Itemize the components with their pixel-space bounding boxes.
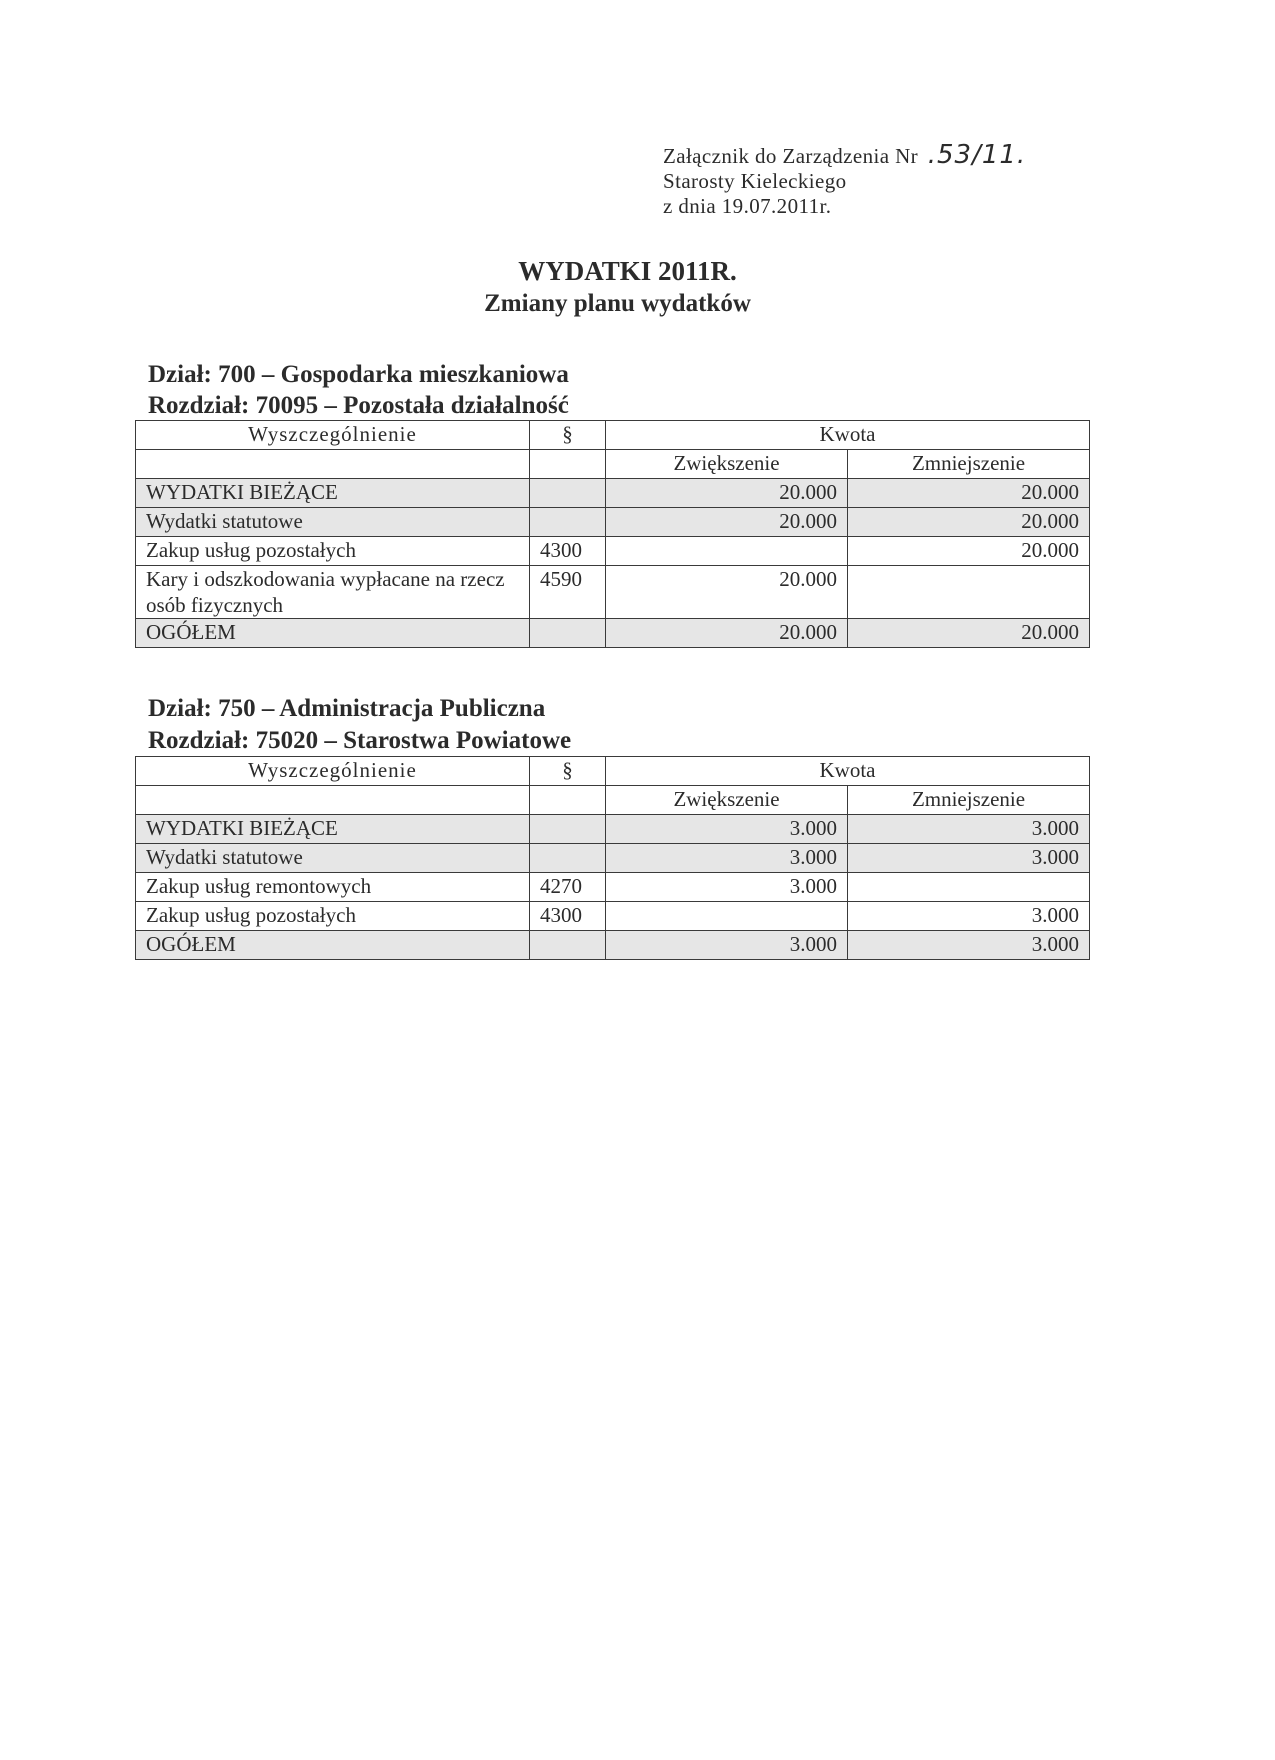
row-desc: WYDATKI BIEŻĄCE: [136, 815, 530, 844]
col-header-decrease: Zmniejszenie: [848, 786, 1090, 815]
row-paragraph: [530, 931, 606, 960]
row-paragraph: [530, 815, 606, 844]
table-row: [136, 479, 1090, 508]
row-desc: WYDATKI BIEŻĄCE: [136, 479, 530, 508]
table-subheader-row: [136, 450, 1090, 479]
table-row: [136, 902, 1090, 931]
attachment-date: z dnia 19.07.2011r.: [663, 194, 832, 218]
row-desc: Zakup usług pozostałych: [136, 902, 530, 931]
table-row-total: [136, 619, 1090, 648]
col-header-amount: Kwota: [606, 757, 1090, 786]
row-increase: 3.000: [606, 844, 848, 873]
table-subheader-row: [136, 786, 1090, 815]
table-row: [136, 537, 1090, 566]
table-row: [136, 508, 1090, 537]
row-paragraph: [530, 508, 606, 537]
row-paragraph: [530, 619, 606, 648]
table-header-row: [136, 757, 1090, 786]
row-desc: Zakup usług pozostałych: [136, 537, 530, 566]
attachment-line-1: [663, 140, 1027, 170]
row-increase: [606, 537, 848, 566]
col-header-increase: Zwiększenie: [606, 786, 848, 815]
row-paragraph: [530, 479, 606, 508]
row-desc: OGÓŁEM: [136, 931, 530, 960]
table-row: [136, 873, 1090, 902]
attachment-header: [663, 140, 1027, 219]
document-title: WYDATKI 2011R.: [518, 256, 737, 286]
table-row-total: [136, 931, 1090, 960]
row-desc: Zakup usług remontowych: [136, 873, 530, 902]
section-2-rozdzial: Rozdział: 75020 – Starostwa Powiatowe: [148, 727, 572, 754]
section-1-rozdzial: Rozdział: 70095 – Pozostała działalność: [148, 392, 569, 419]
row-paragraph: [530, 844, 606, 873]
row-paragraph: 4270: [530, 873, 606, 902]
row-decrease: [848, 566, 1090, 619]
row-decrease: 3.000: [848, 815, 1090, 844]
col-header-paragraph: §: [530, 757, 606, 786]
row-increase: 3.000: [606, 931, 848, 960]
section-1-table: [135, 420, 1090, 648]
col-header-increase: Zwiększenie: [606, 450, 848, 479]
row-increase: 20.000: [606, 479, 848, 508]
table-header-row: [136, 421, 1090, 450]
table-row: [136, 844, 1090, 873]
row-increase: 3.000: [606, 815, 848, 844]
row-desc: Wydatki statutowe: [136, 844, 530, 873]
attachment-line-2: Starosty Kieleckiego: [663, 169, 847, 193]
section-2-table: [135, 756, 1090, 960]
section-2-dzial: Dział: 750 – Administracja Publiczna: [148, 695, 546, 722]
row-decrease: 20.000: [848, 619, 1090, 648]
row-decrease: 3.000: [848, 931, 1090, 960]
row-increase: 20.000: [606, 566, 848, 619]
row-desc: OGÓŁEM: [136, 619, 530, 648]
row-paragraph: 4300: [530, 902, 606, 931]
handwritten-number: .53/11.: [927, 140, 1027, 170]
row-decrease: 20.000: [848, 537, 1090, 566]
row-paragraph: 4590: [530, 566, 606, 619]
col-header-decrease: Zmniejszenie: [848, 450, 1090, 479]
col-header-desc: Wyszczególnienie: [136, 757, 530, 786]
row-increase: [606, 902, 848, 931]
section-1-dzial: Dział: 700 – Gospodarka mieszkaniowa: [148, 361, 569, 388]
row-paragraph: 4300: [530, 537, 606, 566]
row-decrease: 20.000: [848, 479, 1090, 508]
row-increase: 20.000: [606, 619, 848, 648]
row-decrease: 3.000: [848, 844, 1090, 873]
row-desc: Kary i odszkodowania wypłacane na rzecz osób fizycznych: [136, 566, 530, 619]
row-desc: Wydatki statutowe: [136, 508, 530, 537]
table-row: [136, 815, 1090, 844]
col-header-desc: Wyszczególnienie: [136, 421, 530, 450]
document-subtitle: Zmiany planu wydatków: [484, 290, 751, 317]
table-row: [136, 566, 1090, 619]
row-increase: 3.000: [606, 873, 848, 902]
row-decrease: 20.000: [848, 508, 1090, 537]
row-increase: 20.000: [606, 508, 848, 537]
row-decrease: 3.000: [848, 902, 1090, 931]
col-header-paragraph: §: [530, 421, 606, 450]
col-header-amount: Kwota: [606, 421, 1090, 450]
row-decrease: [848, 873, 1090, 902]
attachment-label: Załącznik do Zarządzenia Nr: [663, 144, 919, 168]
